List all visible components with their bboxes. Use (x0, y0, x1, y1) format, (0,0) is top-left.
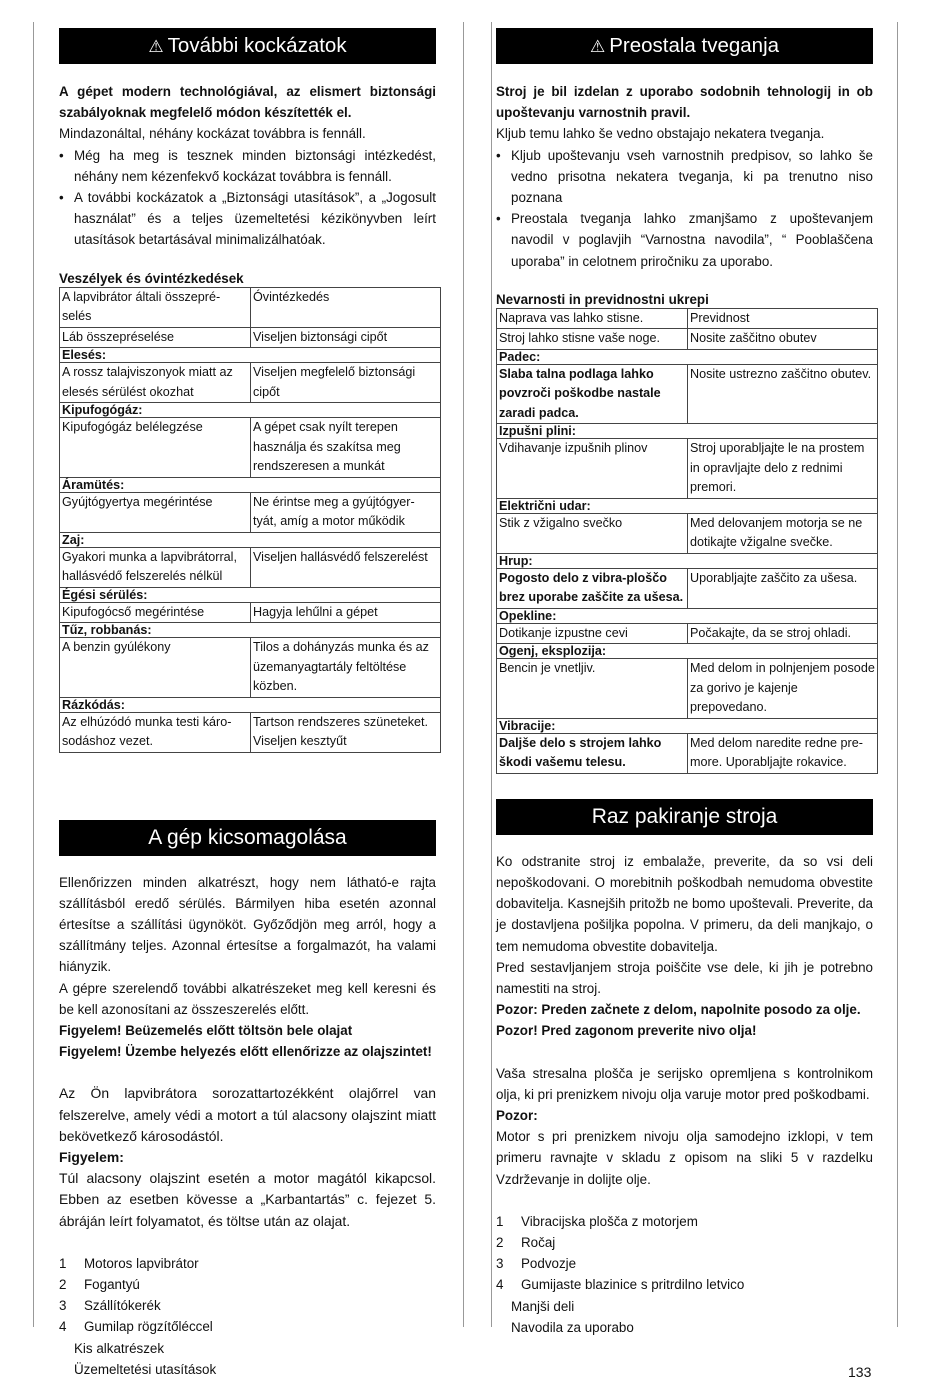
table-row (497, 568, 878, 608)
table-category-row (497, 349, 878, 364)
list-item: Navodila za uporabo (511, 1319, 634, 1335)
precaution-cell: Ne érintse meg a gyújtógyer-tyát, amíg a motor működik (251, 492, 441, 532)
precaution-cell: Viseljen hallásvédő felszerelést (251, 547, 441, 587)
table-row (60, 712, 441, 752)
warning-triangle-icon: ⚠ (148, 37, 164, 56)
bullet-item: • A további kockázatok a „Biztonsági utasítások”, a „Jogosult használat” és a teljes üzemeltetési kézikönyvben leírt utasítások betartásával minimalizálhatóak. (59, 187, 436, 251)
hazards-table (59, 287, 441, 753)
item-text: Fogantyú (84, 1277, 140, 1293)
list-item (59, 1295, 436, 1316)
list-item: Kis alkatrészek (74, 1340, 165, 1356)
item-text: Ročaj (521, 1235, 556, 1251)
precaution-cell: Nosite zaščitno obutev (688, 329, 878, 350)
item-text: Szállítókerék (84, 1298, 161, 1314)
table-category-row (60, 348, 441, 363)
intro-text: Mindazonáltal, néhány kockázat továbbra is fennáll. (59, 126, 366, 142)
table-row (497, 733, 878, 773)
hazards-table (496, 308, 878, 774)
precaution-cell: Med delom naredite redne pre-more. Uporabljajte rokavice. (688, 733, 878, 773)
hazard-cell: Dotikanje izpustne cevi (497, 623, 688, 644)
table-header-row (497, 308, 878, 329)
table-category-row (60, 697, 441, 712)
section-header-sl-unpack (496, 799, 873, 835)
note-label: Figyelem: (59, 1149, 124, 1166)
list-item (59, 1274, 436, 1295)
list-item (496, 1232, 873, 1253)
precaution-cell: Tilos a dohányzás munka és az üzemanyagtartály feltöltése közben. (251, 638, 441, 698)
intro-text: Kljub temu lahko še vedno obstajajo nekatera tveganja. (496, 126, 825, 142)
category-cell: Električni udar: (497, 498, 878, 513)
category-cell: Kipufogógáz: (60, 403, 441, 418)
precaution-cell: Med delom in polnjenjem posode za gorivo je kajenje prepovedano. (688, 659, 878, 719)
precaution-cell: Nosite ustrezno zaščitno obutev. (688, 364, 878, 424)
table-row (60, 602, 441, 623)
table-row (60, 327, 441, 348)
precaution-cell: Uporabljajte zaščito za ušesa. (688, 568, 878, 608)
hazard-cell: Kipufogógáz belélegzése (60, 418, 251, 478)
item-number: 3 (496, 1256, 504, 1272)
category-cell: Tűz, robbanás: (60, 623, 441, 638)
warning-line: Figyelem! Üzembe helyezés előtt ellenőrizze az olajszintet! (59, 1044, 432, 1060)
oil-guard-paragraph: Az Ön lapvibrátora sorozattartozékként olajőrrel van felszerelve, amely védi a motort a túl alacsony olajszint miatt bekövetkező károsodástól. (59, 1085, 436, 1144)
hazard-cell: Daljše delo s strojem lahko škodi vašemu telesu. (497, 733, 688, 773)
item-number: 1 (59, 1255, 67, 1271)
item-text: Motoros lapvibrátor (84, 1255, 199, 1271)
item-number: 4 (59, 1319, 67, 1335)
table-row (497, 623, 878, 644)
hazard-cell: Kipufogócső megérintése (60, 602, 251, 623)
hazard-cell: Gyakori munka a lapvibrátorral, hallásvédő felszerelés nélkül (60, 547, 251, 587)
hazard-cell: Láb összepréselése (60, 327, 251, 348)
note-label: Pozor: (496, 1108, 538, 1124)
parts-list (59, 1253, 436, 1380)
precaution-cell: Počakajte, da se stroj ohladi. (688, 623, 878, 644)
table-row (60, 418, 441, 478)
table-category-row (497, 718, 878, 733)
table-category-row (60, 403, 441, 418)
category-cell: Áramütés: (60, 477, 441, 492)
bullet-item: • Kljub upoštevanju vseh varnostnih predpisov, so lahko še vedno prisotna nekatera tveganja, ki pa trenutno niso poznana (496, 145, 873, 209)
hazard-cell: Slaba talna podlaga lahko povzroči poškodbe nastale zaradi padca. (497, 364, 688, 424)
risk-bullets (496, 145, 873, 272)
category-cell: Égési sérülés: (60, 587, 441, 602)
list-item (496, 1211, 873, 1232)
category-cell: Vibracije: (497, 718, 878, 733)
list-item (59, 1316, 436, 1337)
table-category-row (497, 608, 878, 623)
hazard-cell: Pogosto delo z vibra-ploščo brez uporabe zaščite za ušesa. (497, 568, 688, 608)
item-number: 3 (59, 1298, 67, 1314)
page-number: 133 (848, 1364, 872, 1380)
item-text: Podvozje (521, 1256, 577, 1272)
table-category-row (60, 477, 441, 492)
hazard-cell: Stroj lahko stisne vaše noge. (497, 329, 688, 350)
note-paragraph: Motor s pri prenizkem nivoju olja samodejno izklopi, v tem primeru ravnajte v skladu z opisom na sliki 5 v razdelku Vzdrževanje in dolijte olje. (496, 1129, 873, 1187)
table-row (497, 659, 878, 719)
table-header-row (60, 287, 441, 327)
precaution-cell: Viseljen biztonsági cipőt (251, 327, 441, 348)
right-margin-rule (897, 22, 898, 1327)
category-cell: Elesés: (60, 348, 441, 363)
intro-bold: Stroj je bil izdelan z uporabo sodobnih tehnologij in ob upoštevanju varnostnih pravil. (496, 84, 873, 121)
hazard-cell: Gyújtógyertya megérintése (60, 492, 251, 532)
bullet-item: • Preostala tveganja lahko zmanjšamo z upoštevanjem navodil v poglavjih “Varnostna navodila”, “ Pooblaščena uporaba” in celotnem priročniku za uporabo. (496, 208, 873, 272)
list-item: Üzemeltetési utasítások (74, 1361, 217, 1377)
item-number: 2 (59, 1277, 67, 1293)
table-row (497, 513, 878, 553)
section-title: Preostala tveganja (609, 34, 780, 57)
section-title: Raz pakiranje stroja (591, 804, 778, 828)
slovenian-column (496, 28, 873, 1338)
precaution-cell: Stroj uporabljajte le na prostem in opravljajte delo z rednimi premori. (688, 439, 878, 499)
warning-line: Pozor: Preden začnete z delom, napolnite posodo za olje. (496, 1002, 861, 1018)
precaution-cell: Med delovanjem motorja se ne dotikajte vžigalne svečke. (688, 513, 878, 553)
hazard-cell: Stik z vžigalno svečko (497, 513, 688, 553)
unpack-paragraph: Ellenőrizzen minden alkatrészt, hogy nem látható-e rajta szállításból eredő sérülés. Bármilyen hiba esetén azonnal értesítse a szállítási ügynököt. Győződjön meg arról, hogy a szállítmány teljes. Azonnal értesítse a forgalmazót, ha valami hiányzik. (59, 874, 436, 975)
unpack-paragraph: Pred sestavljanjem stroja poiščite vse dele, ki jih je potrebno namestiti na stroj. (496, 959, 873, 997)
unpack-paragraph: A gépre szerelendő további alkatrészeket meg kell keresni és be kell azonosítani az összeszerelés előtt. (59, 980, 436, 1017)
parts-list (496, 1211, 873, 1338)
oil-guard-paragraph: Vaša stresalna plošča je serijsko opremljena s kontrolnikom olja, ki pri prenizkem nivoju olja varuje motor pred poškodbami. (496, 1065, 873, 1102)
item-number: 1 (496, 1213, 504, 1229)
hazard-cell: A rossz talajviszonyok miatt az elesés sérülést okozhat (60, 363, 251, 403)
precaution-cell: Hagyja lehűlni a gépet (251, 602, 441, 623)
left-margin-rule (33, 22, 34, 1327)
table-category-row (60, 587, 441, 602)
table-cell: Naprava vas lahko stisne. (497, 308, 688, 329)
note-paragraph: Túl alacsony olajszint esetén a motor magától kikapcsol. Ebben az esetben kövesse a „Karbantartás” c. fejezet 5. ábráján leírt folyamatot, és töltse után az olajat. (59, 1170, 436, 1229)
table-cell: Óvintézkedés (251, 287, 441, 327)
unpack-paragraph: Ko odstranite stroj iz embalaže, preverite, da so vsi deli nepoškodovani. O morebitnih poškodbah nemudoma obvestite dobavitelja. Kasnejših pritožb ne bomo upoštevali. Preverite, da je dostavljena pošiljka popolna. V primeru, da deli manjkajo, o tem nemudoma obvestite dobavitelja. (496, 853, 873, 954)
list-item (59, 1253, 436, 1274)
category-cell: Rázkódás: (60, 697, 441, 712)
list-item (496, 1253, 873, 1274)
intro-bold: A gépet modern technológiával, az elismert biztonsági szabályoknak megfelelő módon készítették el. (59, 84, 436, 121)
table-category-row (497, 498, 878, 513)
table-cell: A lapvibrátor általi összepré-selés (60, 287, 251, 327)
table-category-row (497, 644, 878, 659)
hazard-cell: Bencin je vnetljiv. (497, 659, 688, 719)
risk-bullets (59, 145, 436, 251)
table-title: Nevarnosti in previdnostni ukrepi (496, 291, 709, 307)
precaution-cell: Viseljen megfelelő biztonsági cipőt (251, 363, 441, 403)
table-category-row (60, 532, 441, 547)
category-cell: Hrup: (497, 553, 878, 568)
list-item: Manjši deli (511, 1298, 575, 1314)
section-header-sl-risks (496, 28, 873, 64)
table-row (497, 439, 878, 499)
table-category-row (497, 553, 878, 568)
center-rule-right (491, 22, 492, 1327)
warning-triangle-icon: ⚠ (589, 37, 606, 56)
item-number: 4 (496, 1277, 504, 1293)
table-row (60, 492, 441, 532)
warning-line: Pozor! Pred zagonom preverite nivo olja! (496, 1023, 757, 1039)
table-category-row (497, 424, 878, 439)
bullet-item: • Még ha meg is tesznek minden biztonsági intézkedést, néhány nem kézenfekvő kockázat továbbra is fennáll. (59, 145, 436, 187)
table-title: Veszélyek és óvintézkedések (59, 270, 244, 286)
section-header-hu-unpack (59, 820, 436, 856)
section-title: További kockázatok (167, 34, 347, 57)
table-row (497, 364, 878, 424)
item-number: 2 (496, 1235, 504, 1251)
table-row (60, 547, 441, 587)
precaution-cell: Tartson rendszeres szüneteket. Viseljen kesztyűt (251, 712, 441, 752)
table-row (60, 363, 441, 403)
precaution-cell: A gépet csak nyílt terepen használja és szakítsa meg rendszeresen a munkát (251, 418, 441, 478)
hazard-cell: Vdihavanje izpušnih plinov (497, 439, 688, 499)
category-cell: Zaj: (60, 532, 441, 547)
category-cell: Ogenj, eksplozija: (497, 644, 878, 659)
item-text: Gumilap rögzítőléccel (84, 1319, 213, 1335)
warning-line: Figyelem! Beüzemelés előtt töltsön bele olajat (59, 1023, 353, 1039)
table-category-row (60, 623, 441, 638)
item-text: Gumijaste blazinice s pritrdilno letvico (521, 1277, 745, 1293)
center-rule-left (463, 22, 464, 1327)
section-title: A gép kicsomagolása (148, 825, 347, 849)
list-item (496, 1274, 873, 1295)
table-row (497, 329, 878, 350)
category-cell: Padec: (497, 349, 878, 364)
hazard-cell: A benzin gyúlékony (60, 638, 251, 698)
item-text: Vibracijska plošča z motorjem (521, 1213, 698, 1229)
category-cell: Opekline: (497, 608, 878, 623)
table-cell: Previdnost (688, 308, 878, 329)
table-row (60, 638, 441, 698)
hungarian-column (59, 28, 436, 1380)
category-cell: Izpušni plini: (497, 424, 878, 439)
hazard-cell: Az elhúzódó munka testi káro-sodáshoz vezet. (60, 712, 251, 752)
section-header-hu-risks (59, 28, 436, 64)
